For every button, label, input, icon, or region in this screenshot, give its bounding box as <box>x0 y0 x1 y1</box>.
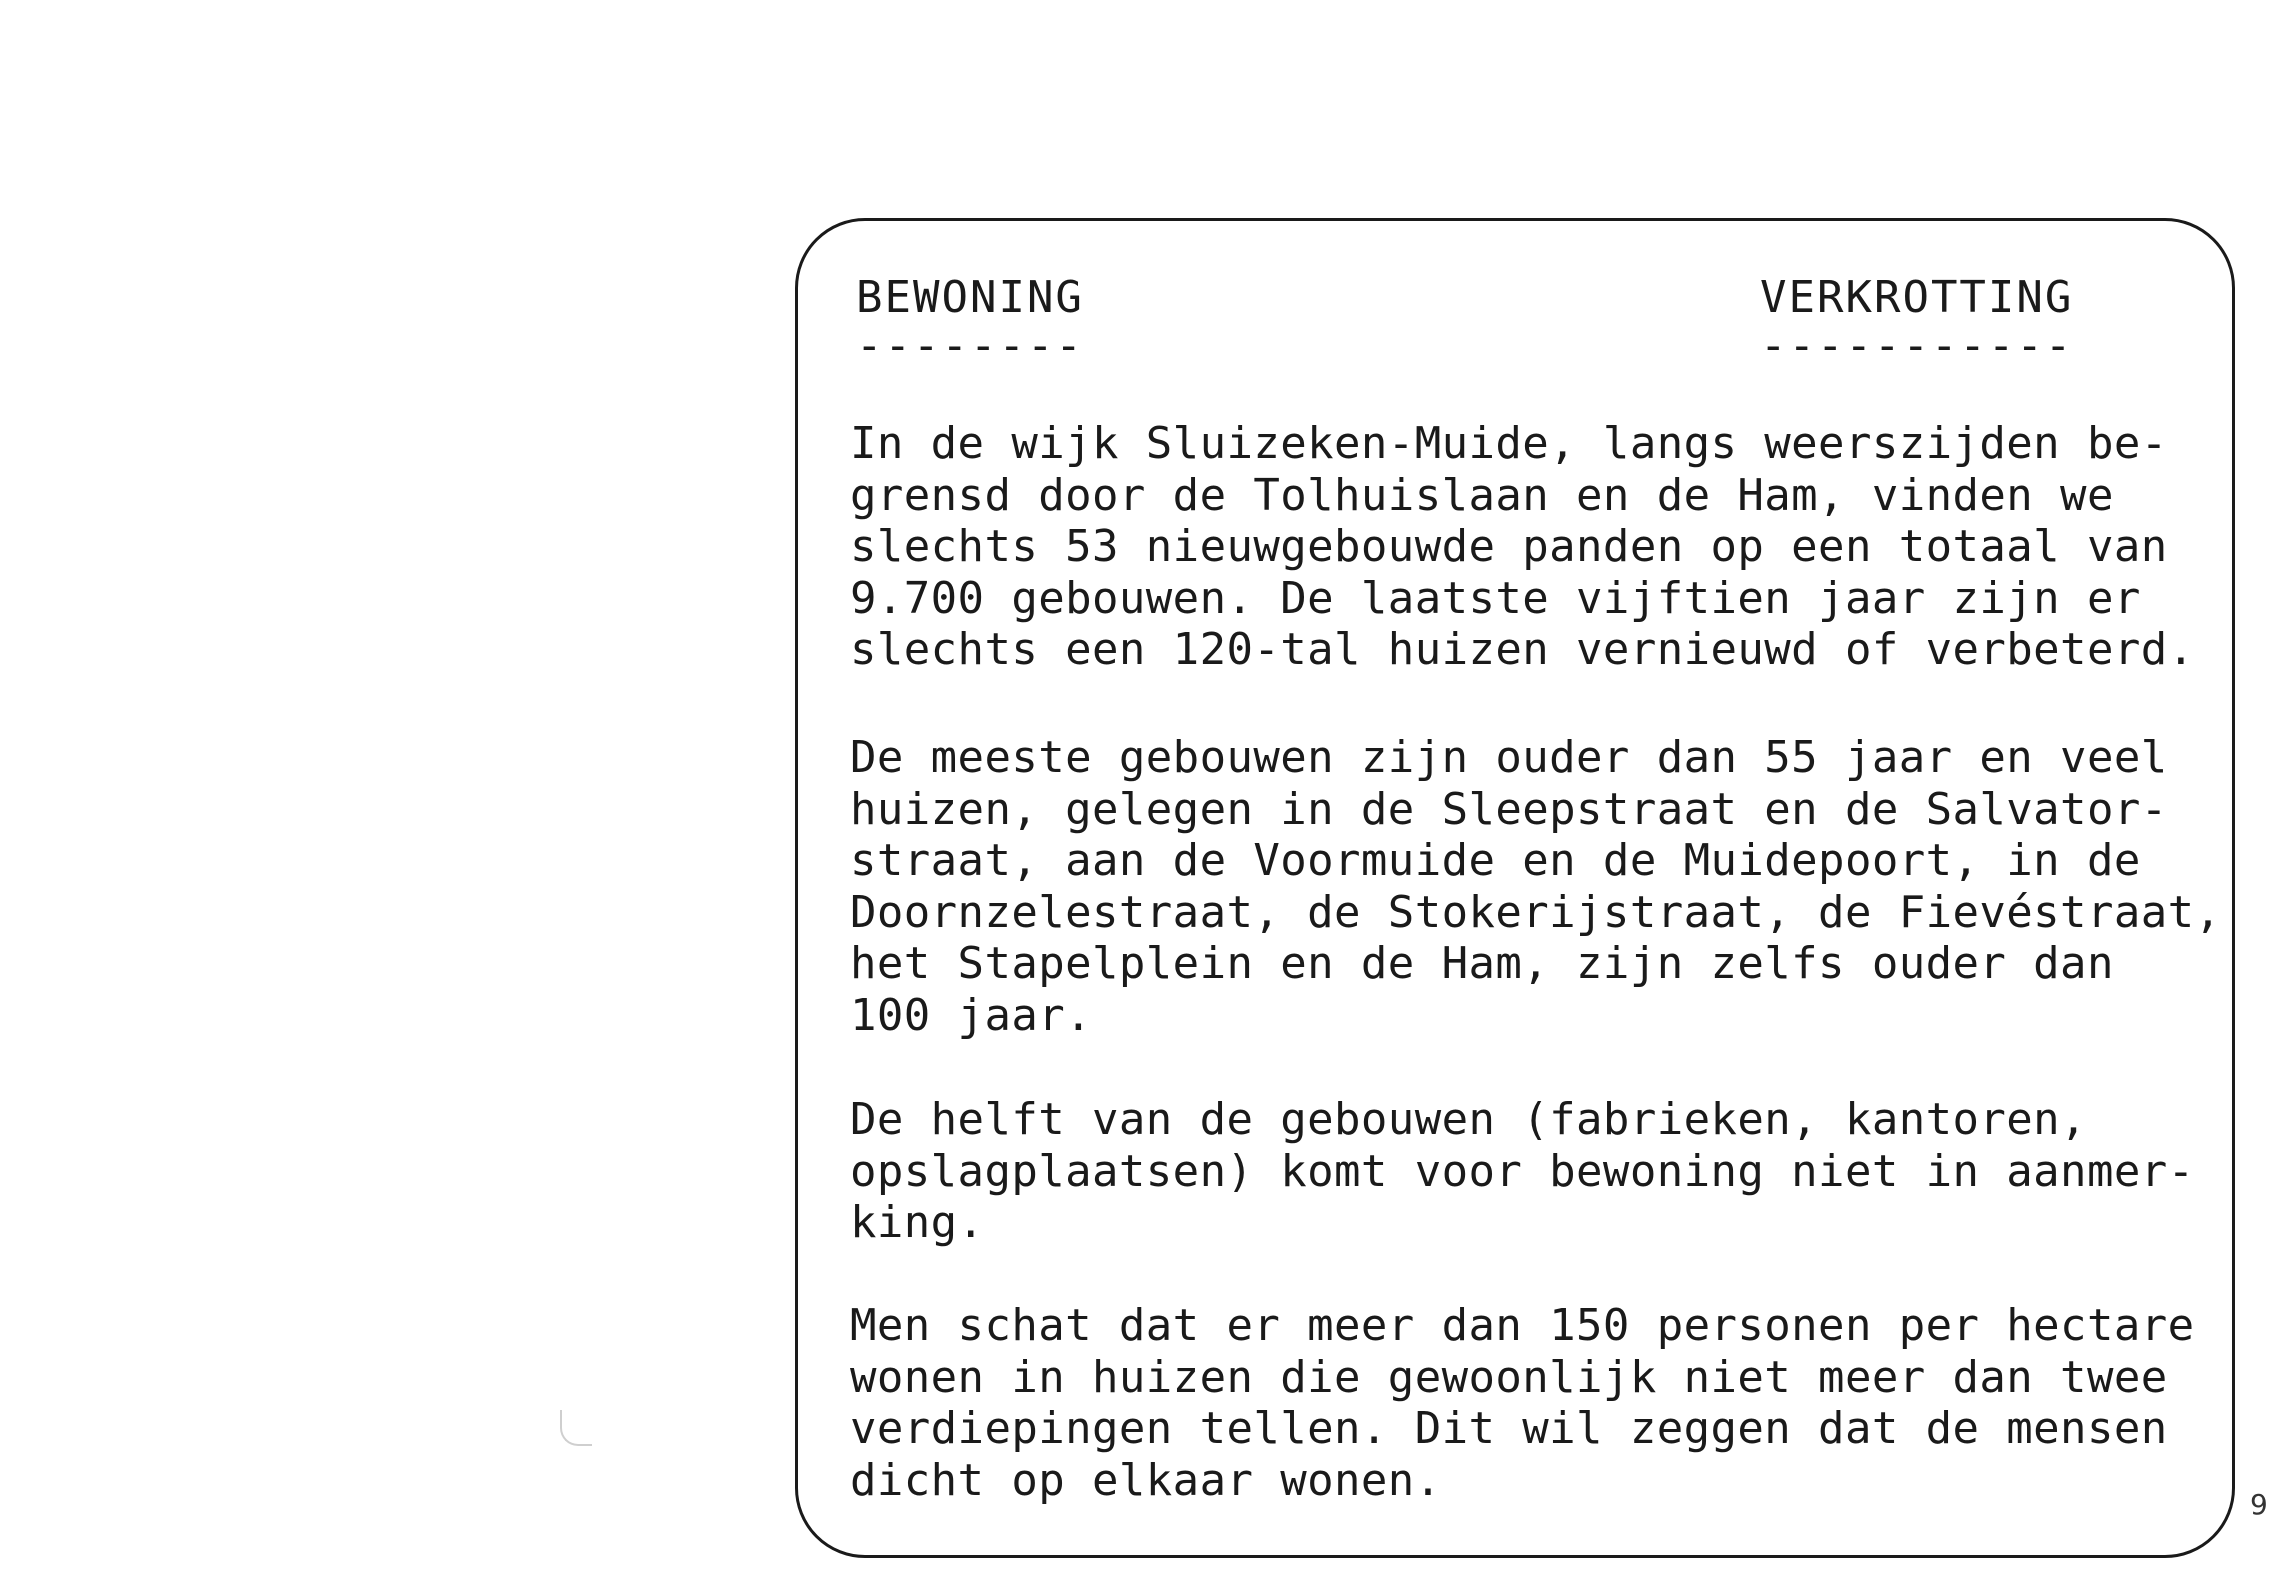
paragraph-3: De helft van de gebouwen (fabrieken, kantoren, opslagplaatsen) komt voor bewoning niet in aanmer- king. <box>850 1094 2195 1248</box>
paragraph-1: In de wijk Sluizeken-Muide, langs weerszijden be- grensd door de Tolhuislaan en de Ham, vinden we slechts 53 nieuwgebouwde panden op een totaal van 9.700 gebouwen. De laatste vijftien jaar zijn er slechts een 120-tal huizen vernieuwd of verbeterd. <box>850 418 2195 675</box>
heading-bewoning-underline: -------- <box>856 320 1084 371</box>
paragraph-4: Men schat dat er meer dan 150 personen per hectare wonen in huizen die gewoonlijk niet meer dan twee verdiepingen tellen. Dit wil zeggen dat de mensen dicht op elkaar wonen. <box>850 1300 2195 1506</box>
margin-mark <box>560 1410 592 1446</box>
page-number: 9 <box>2250 1488 2268 1521</box>
paragraph-2: De meeste gebouwen zijn ouder dan 55 jaar en veel huizen, gelegen in de Sleepstraat en de Salvator- straat, aan de Voormuide en de Muidepoort, in de Doornzelestraat, de Stokerijstraat, de Fievéstraat, het Stapelplein en de Ham, zijn zelfs ouder dan 100 jaar. <box>850 732 2222 1041</box>
heading-bewoning: BEWONING <box>856 272 1084 323</box>
heading-verkrotting-underline: ----------- <box>1760 320 2074 371</box>
heading-verkrotting: VERKROTTING <box>1760 272 2074 323</box>
